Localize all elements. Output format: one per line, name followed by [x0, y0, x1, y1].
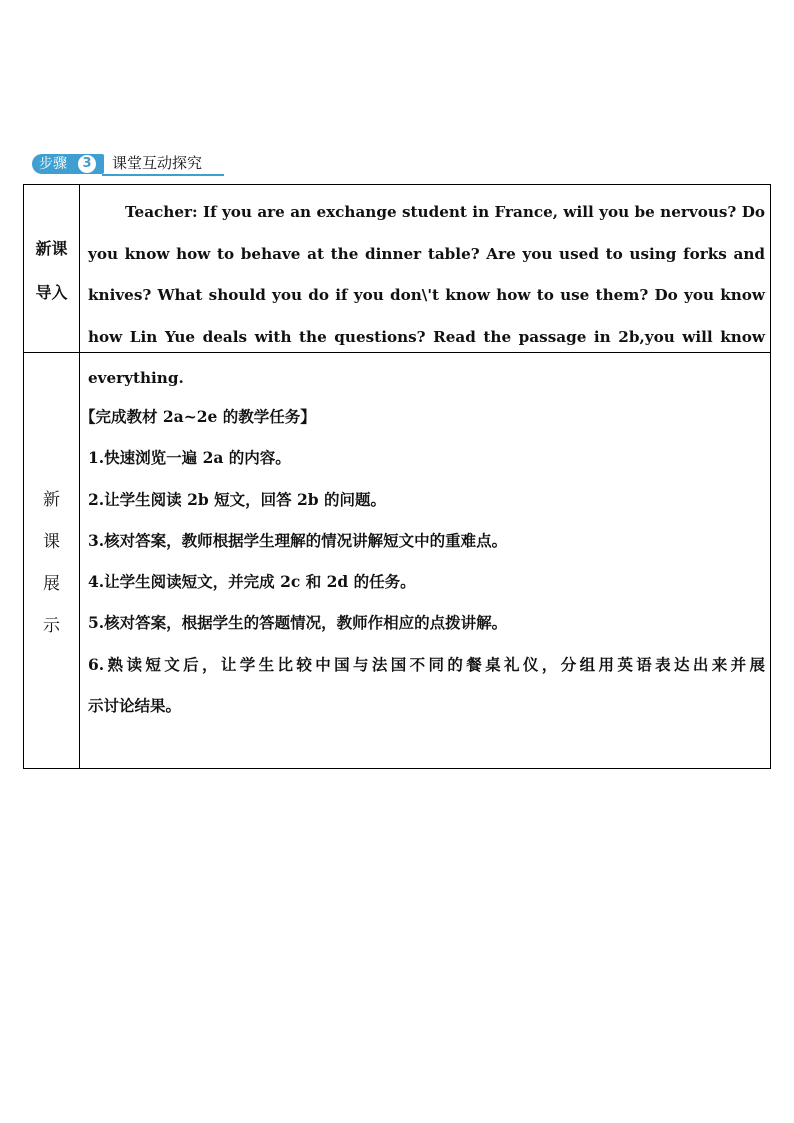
task-item: 5.核对答案，根据学生的答题情况，教师作相应的点拨讲解。: [88, 613, 508, 633]
intro-label: [24, 185, 79, 352]
display-label: [24, 353, 79, 770]
lesson-table: [23, 184, 771, 769]
task-item: 6.熟读短文后，让学生比较中国与法国不同的餐桌礼仪，分组用英语表达出来并展: [88, 654, 765, 674]
display-label-char: 新: [43, 490, 60, 510]
display-label-char: 展: [43, 574, 60, 594]
task-heading: 【完成教材 2a~2e 的教学任务】: [80, 407, 316, 426]
step-underline: [102, 174, 224, 176]
step-number: 3: [78, 155, 96, 173]
task-item: 3.核对答案，教师根据学生理解的情况讲解短文中的重难点。: [88, 530, 508, 550]
task-item: 2.让学生阅读 2b 短文，回答 2b 的问题。: [88, 489, 387, 509]
intro-label-line2: 导入: [35, 283, 68, 302]
column-divider: [79, 185, 80, 768]
display-label-char: 课: [43, 532, 60, 552]
intro-text: Teacher: If you are an exchange student in France, will you be nervous? Do you know how to behave at the dinner table? Are you used to using forks and knives? What should you do if you don\'t know how to use them? Do you know how Lin Yue deals with the questions? Read the passage in 2b,you will know everything.: [88, 203, 765, 387]
step-label: 步骤: [39, 156, 67, 172]
task-item: 4.让学生阅读短文，并完成 2c 和 2d 的任务。: [88, 572, 416, 592]
step-title: 课堂互动探究: [112, 154, 203, 172]
step-header: [32, 153, 224, 175]
display-label-char: 示: [43, 616, 60, 636]
intro-label-line1: 新课: [35, 239, 68, 258]
task-list: [80, 396, 765, 726]
task-item: 1.快速浏览一遍 2a 的内容。: [88, 448, 291, 468]
step-badge: [32, 154, 104, 174]
task-item-continued: 示讨论结果。: [88, 696, 182, 716]
